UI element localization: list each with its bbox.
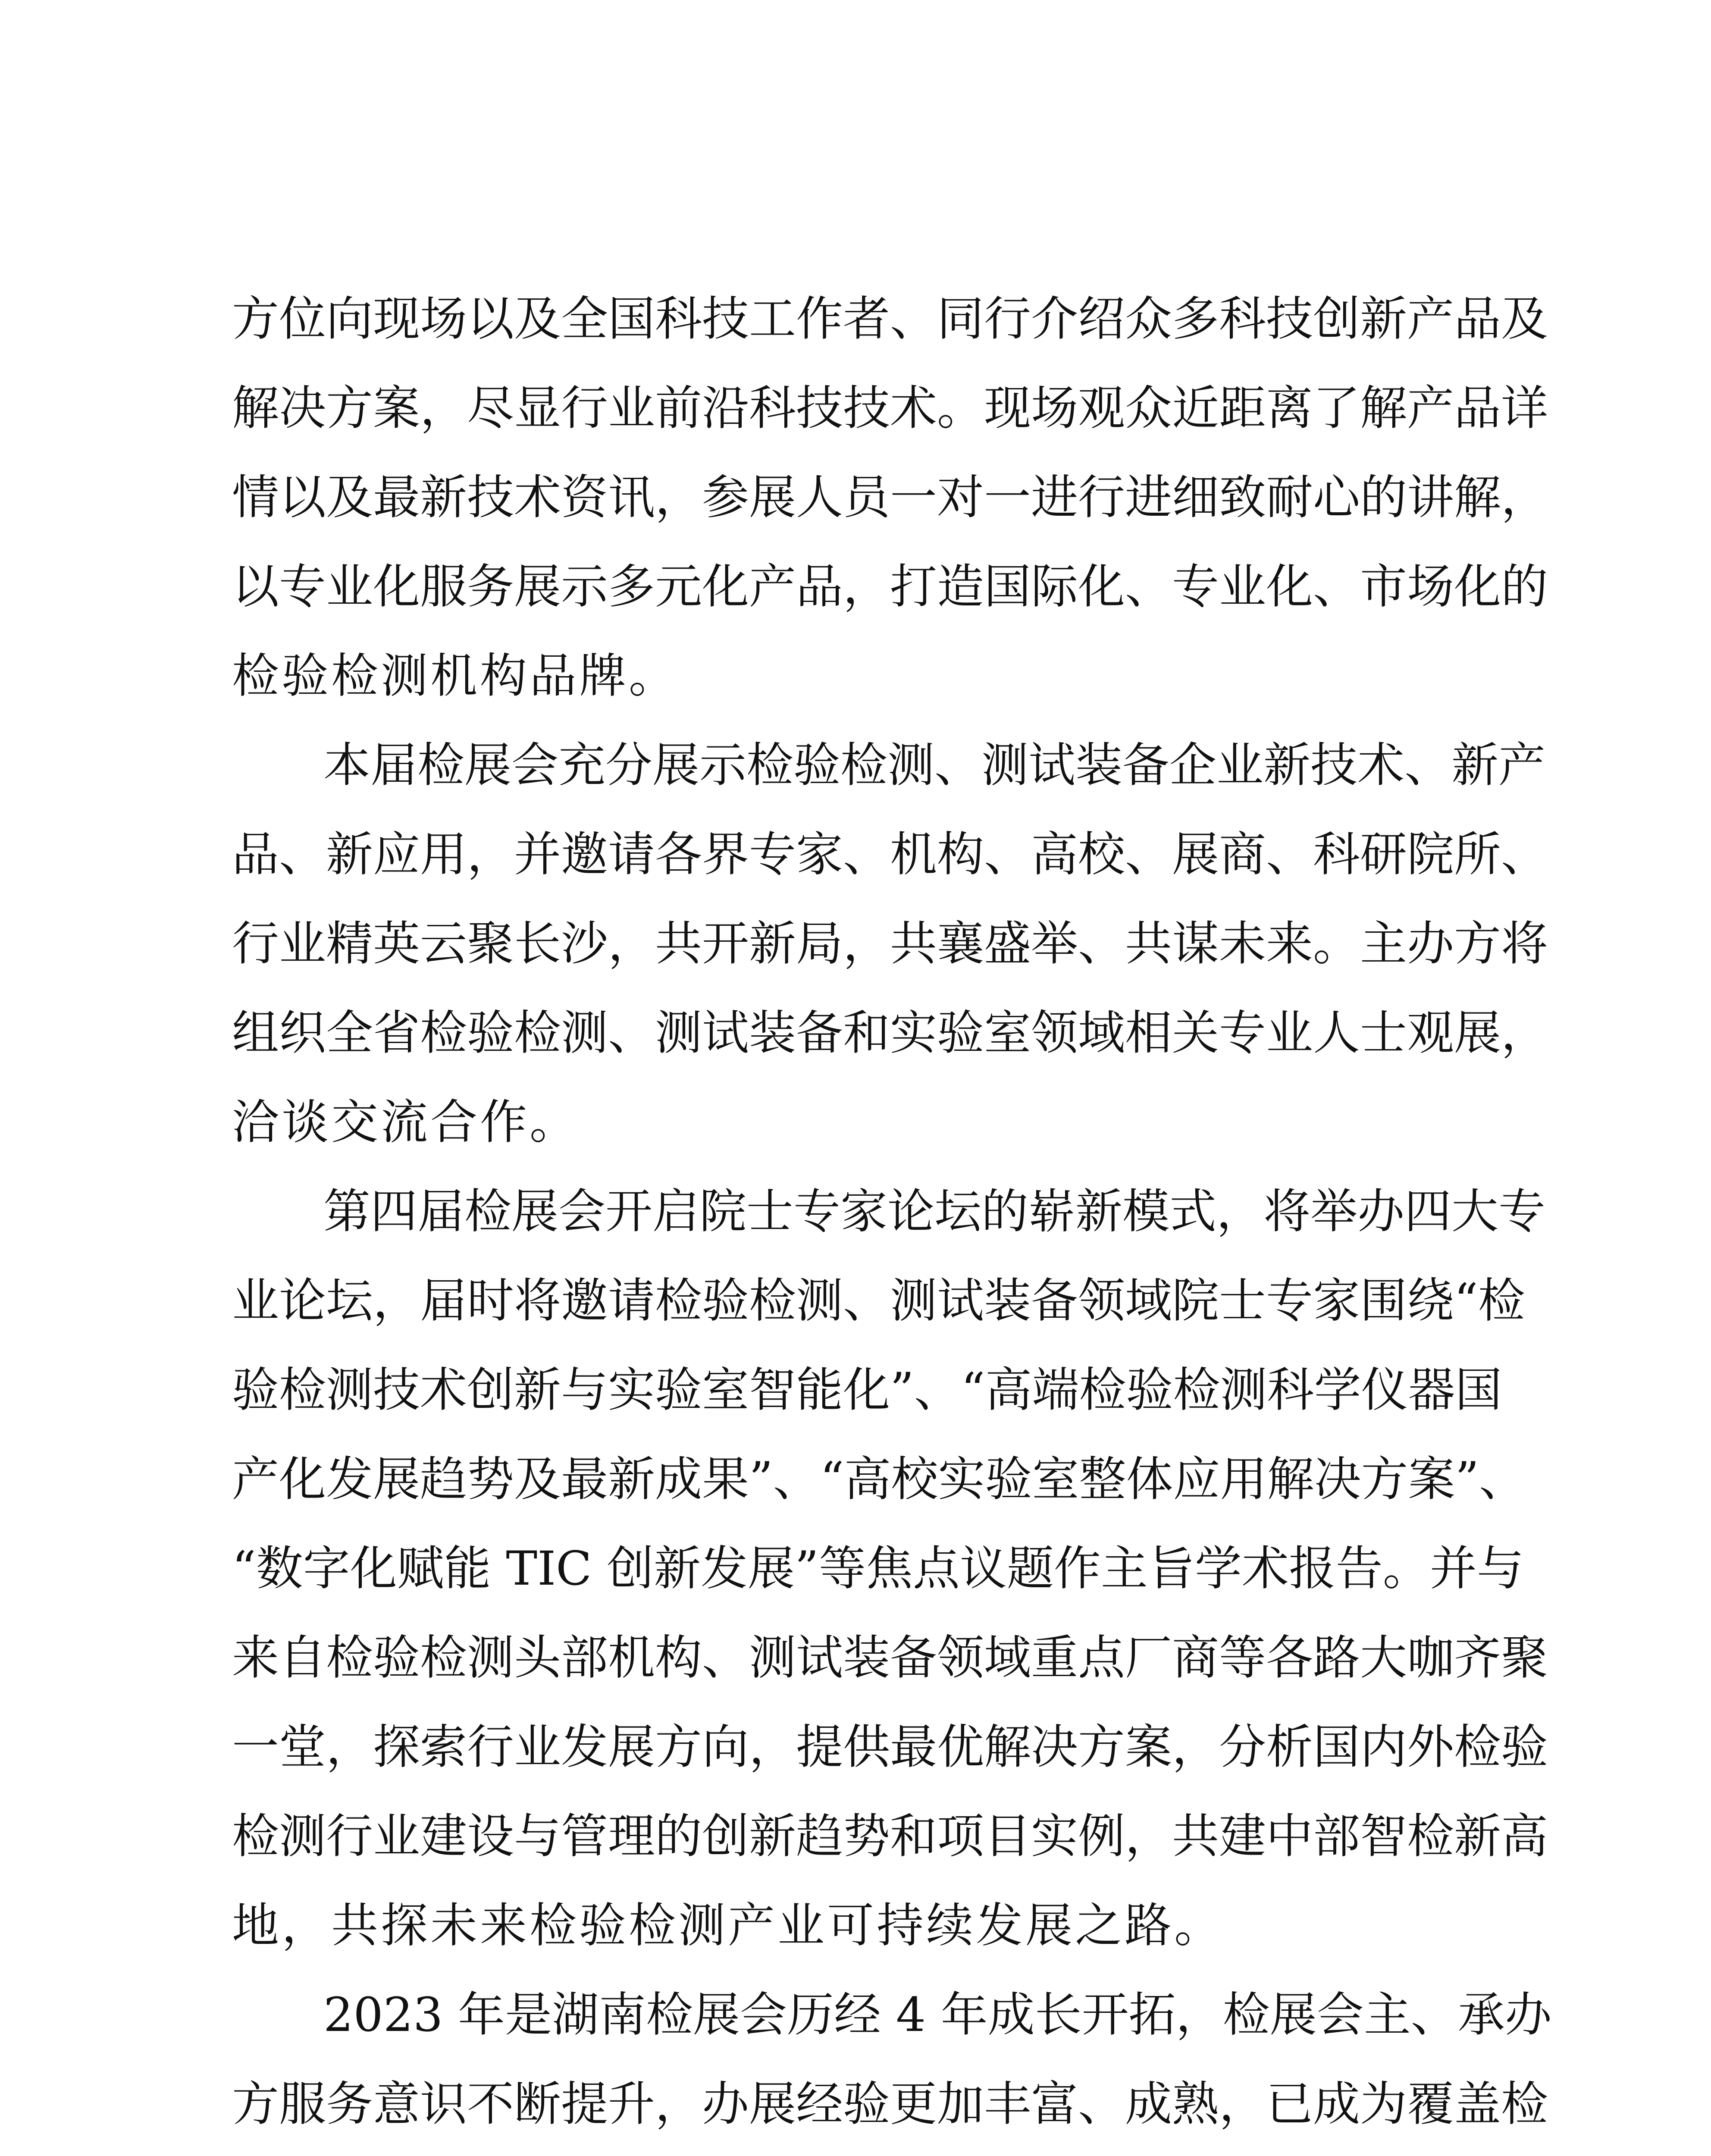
paragraph-1-line-1: 方位向现场以及全国科技工作者、同行介绍众多科技创新产品及 (232, 291, 1548, 346)
paragraph-2-line-4: 组织全省检验检测、测试装备和实验室领域相关专业人士观展， (232, 1006, 1548, 1060)
paragraph-3-line-3: 验检测技术创新与实验室智能化”、“高端检验检测科学仪器国 (232, 1363, 1502, 1417)
paragraph-1-line-5: 检验检测机构品牌。 (232, 649, 678, 703)
paragraph-1-line-4: 以专业化服务展示多元化产品，打造国际化、专业化、市场化的 (232, 559, 1548, 614)
paragraph-2-line-1: 本届检展会充分展示检验检测、测试装备企业新技术、新产 (323, 738, 1545, 793)
paragraph-3-line-8: 检测行业建设与管理的创新趋势和项目实例，共建中部智检新高 (232, 1809, 1548, 1864)
paragraph-1-line-2: 解决方案，尽显行业前沿科技技术。现场观众近距离了解产品详 (232, 381, 1548, 436)
paragraph-3-line-7: 一堂，探索行业发展方向，提供最优解决方案，分析国内外检验 (232, 1720, 1548, 1774)
paragraph-3-line-4: 产化发展趋势及最新成果”、“高校实验室整体应用解决方案”、 (232, 1452, 1526, 1507)
paragraph-3-line-6: 来自检验检测头部机构、测试装备领域重点厂商等各路大咖齐聚 (232, 1630, 1548, 1685)
paragraph-2-line-5: 洽谈交流合作。 (232, 1095, 579, 1150)
paragraph-3-line-5: “数字化赋能 TIC 创新发展”等焦点议题作主旨学术报告。并与 (232, 1541, 1524, 1596)
paragraph-3-line-9: 地，共探未来检验检测产业可持续发展之路。 (232, 1898, 1224, 1953)
paragraph-3-line-1: 第四届检展会开启院士专家论坛的崭新模式，将举办四大专 (323, 1184, 1545, 1239)
paragraph-2-line-3: 行业精英云聚长沙，共开新局，共襄盛举、共谋未来。主办方将 (232, 916, 1548, 971)
paragraph-3-line-2: 业论坛，届时将邀请检验检测、测试装备领域院士专家围绕“检 (232, 1273, 1525, 1328)
paragraph-4-line-1: 2023 年是湖南检展会历经 4 年成长开拓，检展会主、承办 (323, 1987, 1552, 2042)
paragraph-1-line-3: 情以及最新技术资讯，参展人员一对一进行进细致耐心的讲解， (232, 470, 1548, 525)
paragraph-2-line-2: 品、新应用，并邀请各界专家、机构、高校、展商、科研院所、 (232, 827, 1548, 882)
paragraph-4-line-2: 方服务意识不断提升，办展经验更加丰富、成熟，已成为覆盖检 (232, 2077, 1548, 2131)
